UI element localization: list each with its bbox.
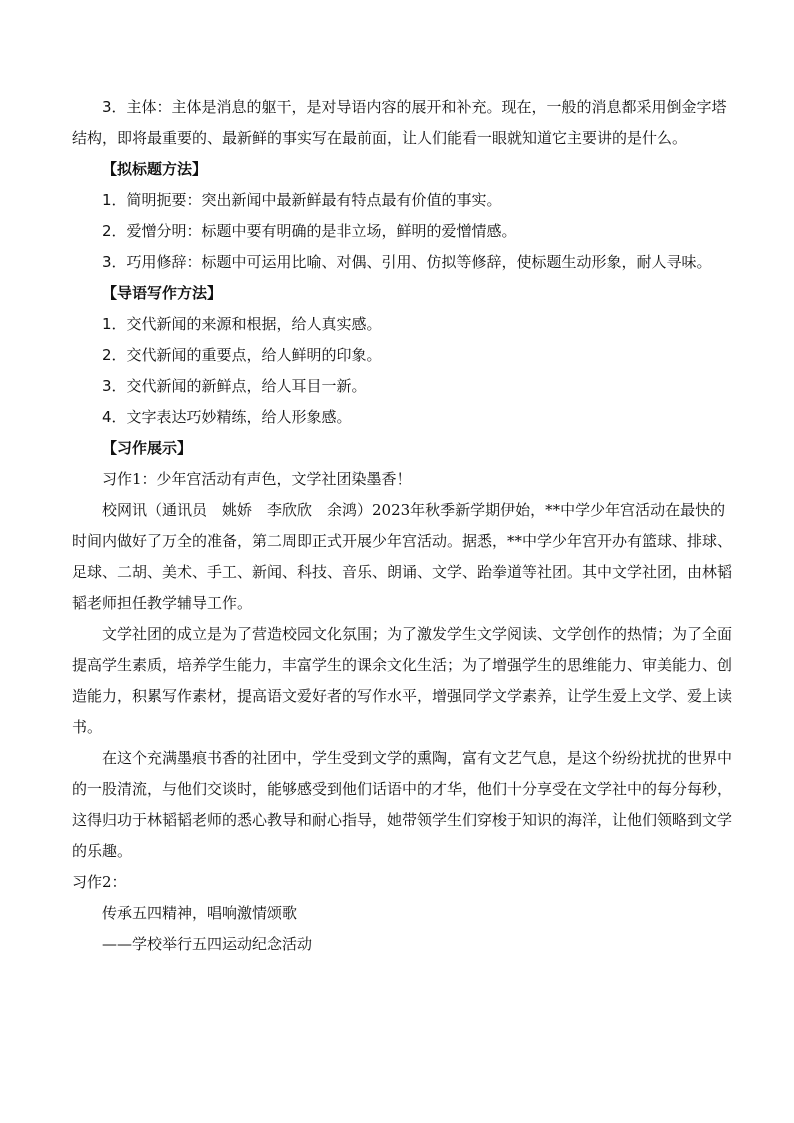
paragraph: 3．主体：主体是消息的躯干，是对导语内容的展开和补充。现在，一般的消息都采用倒金字塔结构，即将最重要的、最新鲜的事实写在最前面，让人们能看一眼就知道它主要讲的是什么。 [72, 98, 727, 147]
section-heading: 【习作展示】 [102, 439, 193, 457]
paragraph: 校网讯（通讯员 姚娇 李欣欣 余鸿）2023年秋季新学期伊始，**中学少年宫活动在最快的时间内做好了万全的准备，第二周即正式开展少年宫活动。据悉，**中学少年宫开办有篮球、排球、足球、二胡、美术、手工、新闻、科技、音乐、朗诵、文学、跆拳道等社团。其中文学社团，由林韬韬老师担任教学辅导工作。 [72, 501, 733, 612]
paragraph: 1．交代新闻的来源和根据，给人真实感。 [102, 315, 382, 333]
section-heading: 【导语写作方法】 [102, 284, 223, 302]
paragraph: 3．交代新闻的新鲜点，给人耳目一新。 [102, 377, 367, 395]
paragraph: 1．简明扼要：突出新闻中最新鲜最有特点最有价值的事实。 [102, 191, 502, 209]
paragraph: ——学校举行五四运动纪念活动 [102, 935, 313, 953]
paragraph: 习作2： [72, 873, 127, 891]
paragraph: 在这个充满墨痕书香的社团中，学生受到文学的熏陶，富有文艺气息，是这个纷纷扰扰的世界中的一股清流，与他们交谈时，能够感受到他们话语中的才华，他们十分享受在文学社中的每分每秒，这得归功于林韬韬老师的悉心教导和耐心指导，她带领学生们穿梭于知识的海洋，让他们领略到文学的乐趣。 [72, 749, 733, 860]
section-heading: 【拟标题方法】 [102, 160, 208, 178]
paragraph: 传承五四精神，唱响激情颂歌 [102, 904, 298, 922]
paragraph: 2．爱憎分明：标题中要有明确的是非立场，鲜明的爱憎情感。 [102, 222, 517, 240]
paragraph: 习作1：少年宫活动有声色，文学社团染墨香！ [102, 470, 412, 488]
document-page [72, 92, 732, 960]
paragraph: 2．交代新闻的重要点，给人鲜明的印象。 [102, 346, 382, 364]
paragraph: 文学社团的成立是为了营造校园文化氛围；为了激发学生文学阅读、文学创作的热情；为了全面提高学生素质，培养学生能力，丰富学生的课余文化生活；为了增强学生的思维能力、审美能力、创造能力，积累写作素材，提高语文爱好者的写作水平，增强同学文学素养，让学生爱上文学、爱上读书。 [72, 625, 733, 736]
paragraph: 4．文字表达巧妙精练，给人形象感。 [102, 408, 352, 426]
paragraph: 3．巧用修辞：标题中可运用比喻、对偶、引用、仿拟等修辞，使标题生动形象，耐人寻味。 [102, 253, 712, 271]
